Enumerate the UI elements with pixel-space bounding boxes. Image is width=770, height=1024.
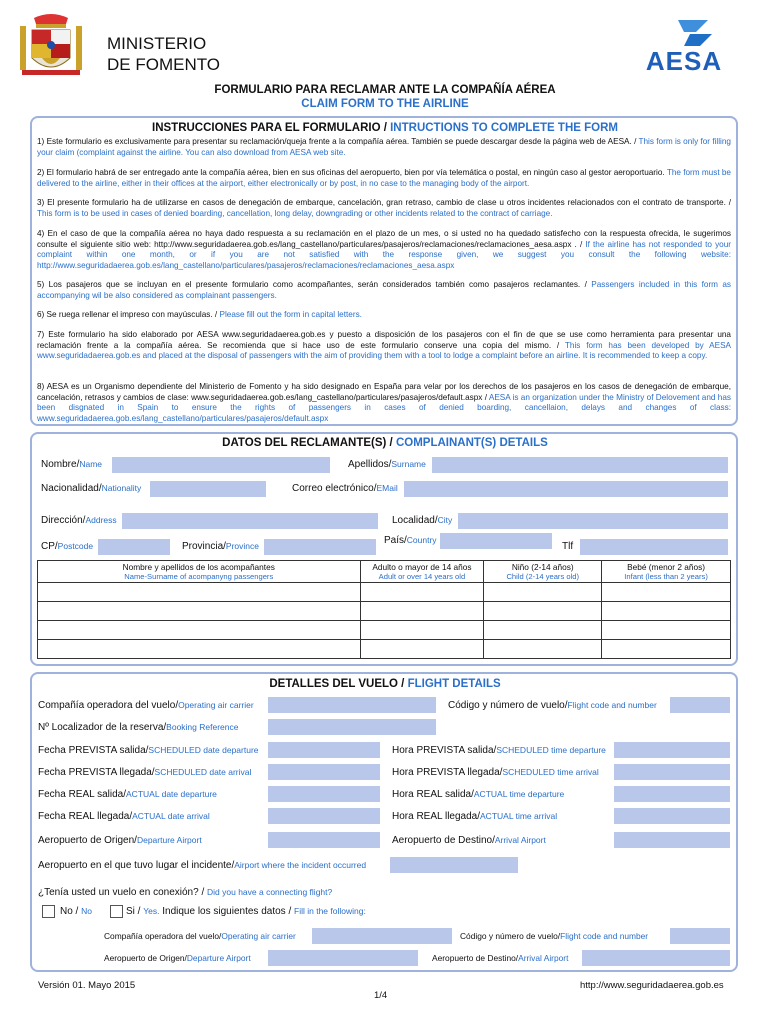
phone-label: Tlf (562, 541, 574, 552)
actual-arr-time-input[interactable] (614, 808, 730, 824)
connecting-question: ¿Tenía usted un vuelo en conexión? / Did you have a connecting flight? (38, 887, 333, 898)
actual-arr-date-input[interactable] (268, 808, 380, 824)
flight-code-input[interactable] (670, 697, 730, 713)
conn-origin-label: Aeropuerto de Origen/Departure Airport (104, 953, 251, 963)
origin-input[interactable] (268, 832, 380, 848)
email-input[interactable] (404, 481, 728, 497)
conn-operator-input[interactable] (312, 928, 452, 944)
nationality-label: Nacionalidad/Nationality (41, 483, 142, 494)
actual-arr-time-label: Hora REAL llegada/ACTUAL time arrival (392, 811, 558, 822)
city-label: Localidad/City (392, 515, 453, 526)
yes-checkbox[interactable] (110, 905, 123, 918)
conn-operator-label: Compañía operadora del vuelo/Operating air carrier (104, 931, 296, 941)
companion-row[interactable] (38, 583, 731, 602)
conn-flight-code-label: Código y número de vuelo/Flight code and number (460, 931, 649, 941)
phone-input[interactable] (580, 539, 728, 555)
ministry-name: MINISTERIO DE FOMENTO (107, 34, 221, 74)
companion-row[interactable] (38, 602, 731, 621)
coat-of-arms-logo (20, 12, 82, 80)
country-input[interactable] (440, 533, 552, 549)
sched-arr-time-input[interactable] (614, 764, 730, 780)
postcode-input[interactable] (98, 539, 170, 555)
conn-destination-label: Aeropuerto de Destino/Arrival Airport (432, 953, 569, 963)
actual-arr-date-label: Fecha REAL llegada/ACTUAL date arrival (38, 811, 210, 822)
instruction-6: 6) Se ruega rellenar el impreso con mayúsculas. / Please fill out the form in capital letters. (37, 310, 362, 319)
no-label: No / No (60, 906, 92, 917)
website-url: http://www.seguridadaerea.gob.es (580, 980, 724, 991)
instruction-1: 1) Este formulario es exclusivamente para presentar su reclamación/queja frente a la compañía aérea. También se puede descargar desde la página web de AESA. / This form is only for filling your claim (complaint against the airline. You can also download from AESA web site. (37, 137, 731, 157)
actual-dep-time-label: Hora REAL salida/ACTUAL time departure (392, 789, 565, 800)
instruction-7: 7) Este formulario ha sido elaborado por AESA www.seguridadaerea.gob.es y puesto a disposición de los pasajeros con el fin de que se use como herramienta para presentar una reclamación frente a la compañía aérea. Se recomienda que si hace uso de este formulario conserve una copia del mismo. / This form has been developed by AESA www.seguridadaerea.gob.es and placed at the disposal of passengers with the aim of providing them with a tool to lodge a complaint before an airline. It is recommended to keep a copy. (37, 330, 731, 361)
flight-title: DETALLES DEL VUELO / FLIGHT DETAILS (269, 678, 501, 690)
name-input[interactable] (112, 457, 330, 473)
no-checkbox[interactable] (42, 905, 55, 918)
flight-code-label: Código y número de vuelo/Flight code and number (448, 700, 657, 711)
conn-origin-input[interactable] (268, 950, 418, 966)
incident-airport-label: Aeropuerto en el que tuvo lugar el incidente/Airport where the incident occurred (38, 860, 367, 871)
operator-label: Compañía operadora del vuelo/Operating air carrier (38, 700, 254, 711)
version-text: Versión 01. Mayo 2015 (38, 980, 136, 991)
form-title-en: CLAIM FORM TO THE AIRLINE (301, 98, 469, 110)
email-label: Correo electrónico/EMail (292, 483, 398, 494)
booking-label: Nº Localizador de la reserva/Booking Reference (38, 722, 239, 733)
destination-input[interactable] (614, 832, 730, 848)
surname-input[interactable] (432, 457, 728, 473)
instruction-3: 3) El presente formulario ha de utilizarse en casos de denegación de embarque, cancelación, gran retraso, cambio de clase u otros incidentes relacionados con el contrato de transporte. / This form is to be used in cases of denied boarding, cancellation, long delay, downgrading or other incidents related to the contract of carriage. (37, 198, 731, 218)
aesa-logo (638, 16, 730, 78)
surname-label: Apellidos/Surname (348, 459, 426, 470)
nationality-input[interactable] (150, 481, 266, 497)
sched-dep-time-input[interactable] (614, 742, 730, 758)
destination-label: Aeropuerto de Destino/Arrival Airport (392, 835, 546, 846)
yes-label: Si / Yes. Indique los siguientes datos / Fill in the following: (126, 906, 366, 917)
conn-flight-code-input[interactable] (670, 928, 730, 944)
name-label: Nombre/Name (41, 459, 103, 470)
instruction-2: 2) El formulario habrá de ser entregado ante la compañía aérea, bien en sus oficinas del aeropuerto, bien por vía telemática o postal, en ningún caso al gestor aeroportuario. The form must be delivered to the airline, either in their offices at the airport, either electronically or by post, in no case to the managing body of the airport. (37, 168, 731, 188)
instruction-5: 5) Los pasajeros que se incluyan en el presente formulario como acompañantes, serán considerados también como pasajeros reclamantes. / Passengers included in this form as accompanying wil be also considered as complainant passengers. (37, 280, 732, 300)
province-input[interactable] (264, 539, 376, 555)
instructions-title: INSTRUCCIONES PARA EL FORMULARIO / INTRUCTIONS TO COMPLETE THE FORM (152, 122, 618, 134)
operator-input[interactable] (268, 697, 436, 713)
address-label: Dirección/Address (41, 515, 117, 526)
sched-arr-date-input[interactable] (268, 764, 380, 780)
sched-dep-date-label: Fecha PREVISTA salida/SCHEDULED date departure (38, 745, 259, 756)
companion-row[interactable] (38, 621, 731, 640)
incident-airport-input[interactable] (390, 857, 518, 873)
province-label: Provincia/Province (182, 541, 259, 552)
actual-dep-time-input[interactable] (614, 786, 730, 802)
address-input[interactable] (122, 513, 378, 529)
sched-dep-time-label: Hora PREVISTA salida/SCHEDULED time departure (392, 745, 606, 756)
sched-arr-time-label: Hora PREVISTA llegada/SCHEDULED time arrival (392, 767, 599, 778)
actual-dep-date-label: Fecha REAL salida/ACTUAL date departure (38, 789, 217, 800)
country-label: País/Country (384, 535, 437, 546)
page-number: 1/4 (374, 990, 388, 1001)
sched-dep-date-input[interactable] (268, 742, 380, 758)
form-title-es: FORMULARIO PARA RECLAMAR ANTE LA COMPAÑÍA AÉREA (214, 84, 556, 96)
aesa-logo-text: AESA (645, 46, 723, 76)
actual-dep-date-input[interactable] (268, 786, 380, 802)
complainant-title: DATOS DEL RECLAMANTE(S) / COMPLAINANT(S) DETAILS (222, 437, 548, 449)
instruction-8: 8) AESA es un Organismo dependiente del Ministerio de Fomento y ha sido designado en España para velar por los derechos de los pasajeros en los casos de denegación de embarque, cancelación, retrasos y cambios de clase: www.seguridadaerea.gob.es/lang_castellano/particulares/pasajeros/default.aspx / AESA is an organization under the Ministry of Delovement and has been disgnated in Spain to ensure the rights of passengers in cases of denied boarding, cancellaion, delays and changes of class: www.seguridadaerea.gob.es/lang_castellano/particulares/pasajeros/default.aspx (37, 382, 731, 423)
sched-arr-date-label: Fecha PREVISTA llegada/SCHEDULED date arrival (38, 767, 252, 778)
booking-input[interactable] (268, 719, 436, 735)
conn-destination-input[interactable] (582, 950, 730, 966)
companions-header-row: Nombre y apellidos de los acompañantes Name-Surname of acompanyng passengers Adulto o mayor de 14 años Adult or over 14 years old Niño (2-14 años) Child (2-14 years old) Bebé (menor 2 años) Infant (less than 2 years) (38, 561, 731, 583)
city-input[interactable] (458, 513, 728, 529)
companions-table (37, 560, 731, 659)
instruction-4: 4) En el caso de que la compañía aérea no haya dado respuesta a su reclamación en el plazo de un mes, o si usted no ha quedado satisfecho con la respuesta ofrecida, le sugerimos consulte el siguiente sitio web: http://www.seguridadaerea.gob.es/lang_castellano/particulares/pasajeros/reclamaciones/reclamaciones_aesa.aspx . / If the airline has not responded to your complaint within one month, or if you are not satisfied with the response given, we suggest you consult the following website: http://www.seguridadaerea.gob.es/lang_castellano/particulares/pasajeros/reclamaciones/reclamaciones_aesa.aspx (37, 229, 731, 270)
companion-row[interactable] (38, 640, 731, 659)
origin-label: Aeropuerto de Origen/Departure Airport (38, 835, 202, 846)
postcode-label: CP/Postcode (41, 541, 94, 552)
